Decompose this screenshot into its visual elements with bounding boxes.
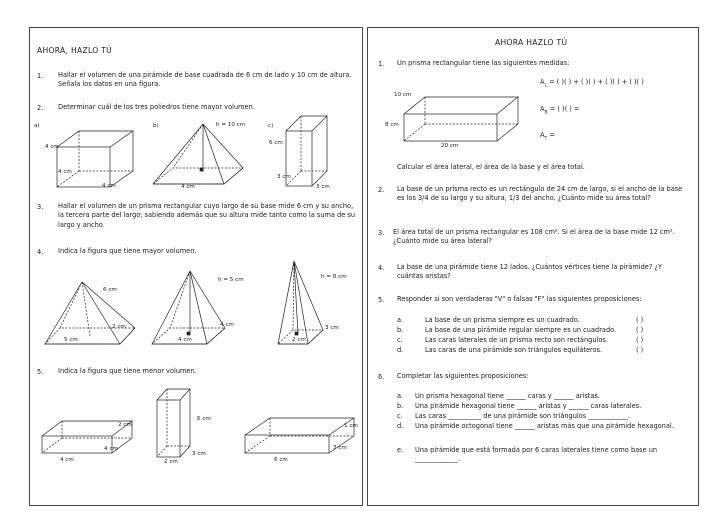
item-number: 1. (37, 72, 44, 80)
tf-letter: c. (397, 336, 403, 344)
tf-letter: d. (397, 346, 404, 354)
dimension-label: 3 cm (333, 445, 347, 451)
dimension-label: 3 cm (325, 325, 339, 331)
base-area-formula: $A_B$ = ( )( ) = (540, 105, 580, 116)
tf-statement: Las caras laterales de un prisma recto son rectángulos. (425, 336, 608, 344)
dimension-label: 2 cm (118, 422, 132, 428)
dimension-label: 5 cm (64, 337, 78, 343)
dimension-label: 10 cm (394, 92, 412, 98)
calc-instruction: Calcular el área lateral, el área de la base y el área total. (397, 163, 585, 171)
completion-statement: Una pirámide hexagonal tiene ______ aristas y ______ caras laterales. (415, 402, 642, 410)
item-text: Un prisma rectangular tiene las siguientes medidas: (397, 59, 570, 67)
completion-letter: b. (397, 402, 404, 410)
dimension-label: 4 cm (181, 184, 195, 190)
item-text: Responder si son verdaderas "V" o falsas "F" las siguientes proposiciones: (397, 295, 642, 303)
item-text: Hallar el volumen de una pirámide de base cuadrada de 6 cm de lado y 10 cm de altura. Señala los datos en una figura. (58, 71, 352, 89)
tf-letter: a. (397, 316, 404, 324)
tf-statement: La base de un prisma siempre es un cuadrado. (425, 316, 580, 324)
dimension-label: 4 cm (58, 169, 72, 175)
dimension-label: h = 5 cm (218, 277, 244, 283)
item-text: Hallar el volumen de un prisma rectangular cuyo largo de su base mide 6 cm y su ancho, la tercera parte del largo; sabiendo además que su altura mide tanto como la suma de su largo y ancho. (58, 202, 356, 229)
completion-letter: a. (397, 392, 404, 400)
figure-letter: a) (34, 123, 40, 129)
lateral-area-formula: $A_L$ = ( )( ) + ( )( ) + ( )( ) + ( )( ) (540, 78, 644, 89)
tf-answer-blank[interactable]: ( ) (636, 336, 644, 344)
item-number: 3. (37, 203, 44, 211)
dimension-label: 4 cm (45, 144, 59, 150)
item-number: 4. (378, 264, 385, 272)
item-number: 5. (37, 368, 44, 376)
dimension-label: 4 cm (220, 322, 234, 328)
completion-letter: d. (397, 422, 404, 430)
polyhedra-figures (30, 28, 364, 507)
dimension-label: 4 cm (104, 446, 118, 452)
dimension-label: 4 cm (60, 457, 74, 463)
item-text: Indica la figura que tiene menor volumen. (58, 367, 197, 375)
dimension-label: 1 cm (344, 423, 358, 429)
dimension-label: 6 cm (269, 140, 283, 146)
item-number: 1. (378, 60, 385, 68)
completion-letter: c. (397, 412, 403, 420)
completion-statement: Las caras __________ de una pirámide son triángulos ____________. (415, 412, 630, 420)
dimension-label: 6 cm (103, 287, 117, 293)
left-title: AHORA, HAZLO TÚ (37, 46, 113, 55)
dimension-label: 6 cm (197, 416, 211, 422)
right-worksheet-page (367, 27, 699, 506)
dimension-label: 8 cm (385, 122, 399, 128)
figure-letter: c) (268, 123, 274, 129)
dimension-label: 3 cm (192, 451, 206, 457)
dimension-label: 3 cm (316, 184, 330, 190)
dimension-label: 2 cm (112, 324, 126, 330)
dimension-label: 4 cm (102, 183, 116, 189)
completion-statement: Una pirámide que está formada por 6 caras laterales tiene como base un _____________. (415, 446, 658, 464)
dimension-label: h = 8 cm (321, 274, 347, 280)
right-title: AHORA HAZLO TÚ (495, 38, 568, 47)
completion-letter: e. (397, 446, 404, 454)
item-text: La base de una pirámide tiene 12 lados. ¿Cuántos vértices tiene la pirámide? ¿Y cuántas aristas? (397, 263, 662, 281)
dimension-label: 2 cm (292, 337, 306, 343)
completion-statement: Un prisma hexagonal tiene ______ caras y ______ aristas. (415, 392, 600, 400)
figure-letter: b) (153, 123, 159, 129)
dimension-label: h = 10 cm (216, 122, 246, 128)
dimension-label: 3 cm (277, 174, 291, 180)
tf-answer-blank[interactable]: ( ) (636, 346, 644, 354)
tf-answer-blank[interactable]: ( ) (636, 316, 644, 324)
item-number: 6. (378, 373, 385, 381)
item-text: Determinar cuál de los tres poliedros tiene mayor volumen. (58, 103, 255, 111)
item-number: 4. (37, 248, 44, 256)
left-worksheet-page (29, 27, 363, 506)
item-number: 2. (378, 186, 385, 194)
tf-statement: Las caras de una pirámide son triángulos equiláteros. (425, 346, 603, 354)
total-area-formula: $A_T$ = (540, 131, 555, 142)
tf-letter: b. (397, 326, 404, 334)
item-text: Completar las siguientes proposiciones: (397, 372, 529, 380)
dimension-label: 6 cm (274, 457, 288, 463)
item-text: El área total de un prisma rectangular es 108 cm². Si el área de la base mide 12 cm². ¿Cuánto mide su área lateral? (393, 228, 675, 246)
item-number: 3. (378, 229, 385, 237)
item-text: La base de un prisma recto es un rectángulo de 24 cm de largo, si el ancho de la base es los 3/4 de su largo y su altura, 1/3 del ancho. ¿Cuánto mide su área total? (397, 185, 683, 203)
item-number: 2. (37, 104, 44, 112)
tf-statement: La base de una pirámide regular siempre es un cuadrado. (425, 326, 617, 334)
dimension-label: 2 cm (164, 459, 178, 465)
dimension-label: 4 cm (178, 337, 192, 343)
item-number: 5. (378, 296, 385, 304)
dimension-label: 20 cm (441, 143, 459, 149)
item-text: Indica la figura que tiene mayor volumen. (58, 247, 197, 255)
completion-statement: Una pirámide octogonal tiene ______ aristas más que una pirámide hexagonal. (415, 422, 674, 430)
tf-answer-blank[interactable]: ( ) (636, 326, 644, 334)
